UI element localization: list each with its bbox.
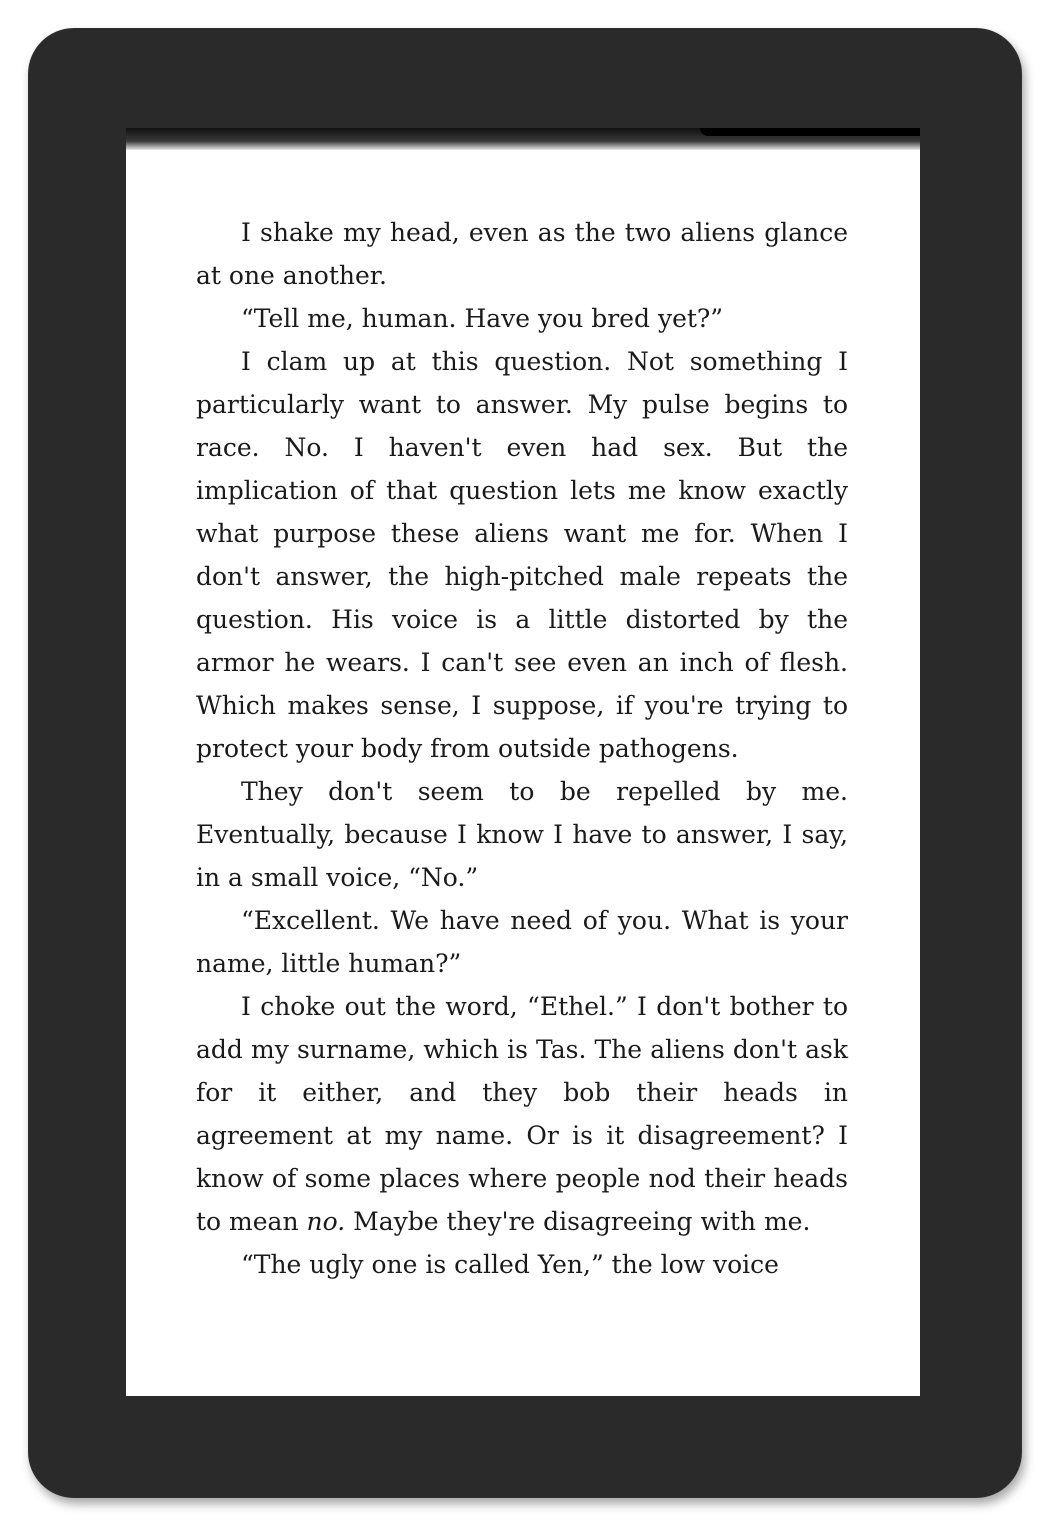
paragraph: I shake my head, even as the two aliens glance at one another. — [196, 218, 848, 290]
paragraph-text: I choke out the word, “Ethel.” I don't bother to add my surname, which is Tas. The aliens don't ask for it either, and they bob their heads in agreement at my name. Or is it disagreement? I know of some places where people nod their heads to mean — [196, 992, 848, 1236]
italic-emphasis: no. — [306, 1207, 346, 1236]
reader-screen[interactable] — [126, 128, 920, 1396]
paragraph: “Tell me, human. Have you bred yet?” — [241, 304, 724, 333]
screen-top-notch — [700, 128, 920, 136]
paragraph-tail: Maybe they're disagreeing with me. — [345, 1207, 811, 1236]
paragraph: “The ugly one is called Yen,” the low voice — [241, 1250, 779, 1279]
paragraph: They don't seem to be repelled by me. Eventually, because I know I have to answer, I say, in a small voice, “No.” — [196, 777, 848, 892]
paragraph: I clam up at this question. Not something I particularly want to answer. My pulse begins to race. No. I haven't even had sex. But the implication of that question lets me know exactly what purpose these aliens want me for. When I don't answer, the high-pitched male repeats the question. His voice is a little distorted by the armor he wears. I can't see even an inch of flesh. Which makes sense, I suppose, if you're trying to protect your body from outside pathogens. — [196, 347, 848, 763]
paragraph: “Excellent. We have need of you. What is your name, little human?” — [196, 906, 848, 978]
ereader-device — [28, 28, 1022, 1498]
paragraph — [196, 985, 848, 1243]
book-page-text — [196, 211, 848, 1286]
